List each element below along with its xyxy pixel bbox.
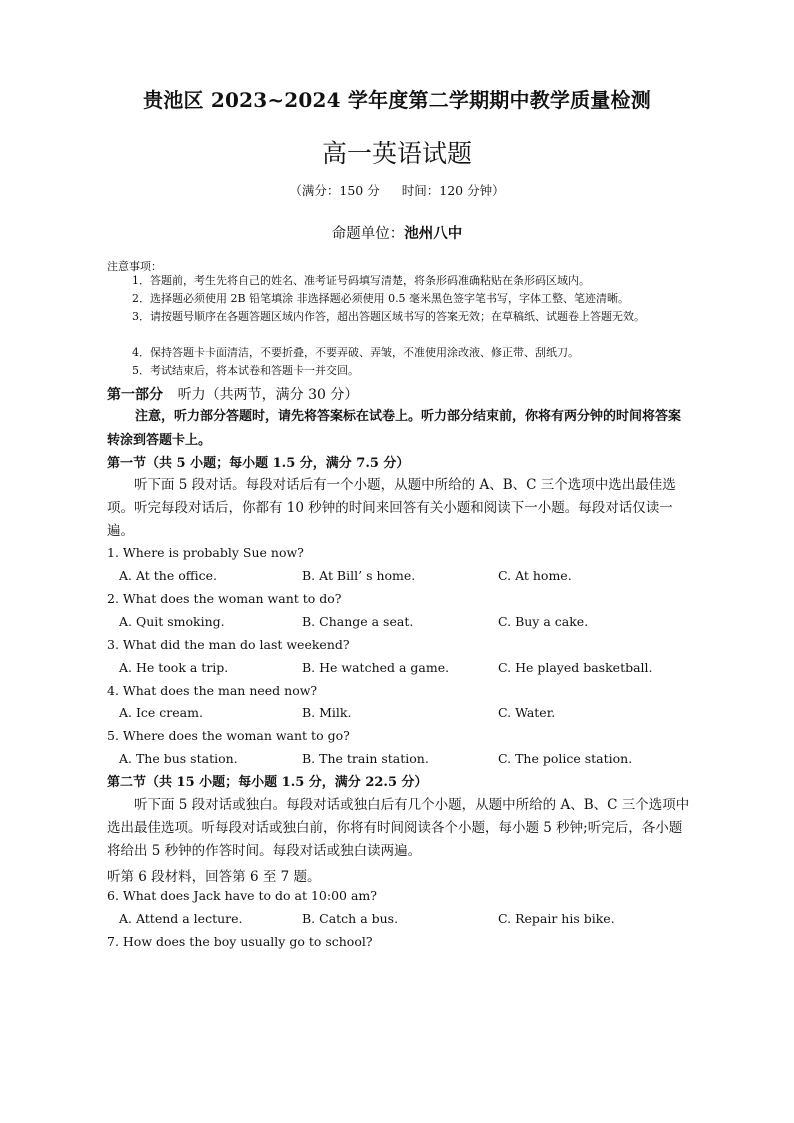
exam-subtitle: 高一英语试题 [321, 139, 472, 168]
section2-instructions: 听下面 5 段对话或独白。每段对话或独白后有几个小题，从题中所给的 A、B、C 三个选项中选出最佳选项。听每段对话或独白前，你将有时间阅读各个小题，每小题 5 秒钟;听完后，各小题将给出 5 秒钟的作答时间。每段对话或独白读两遍。 [107, 797, 690, 859]
option-b: B. Change a seat. [302, 614, 414, 629]
option-a: A. The bus station. [119, 751, 238, 766]
question-stem: 3. What did the man do last weekend? [107, 637, 350, 652]
option-c: C. Water. [498, 705, 556, 720]
question-stem: 7. How does the boy usually go to school? [107, 934, 373, 949]
section2-heading: 第二节（共 15 小题；每小题 1.5 分，满分 22.5 分） [107, 775, 428, 790]
unit-label: 命题单位： [331, 226, 405, 242]
notice-text: 5．考试结束后，将本试卷和答题卡一并交回。 [132, 364, 359, 377]
option-c: C. At home. [498, 568, 572, 583]
option-c: C. Repair his bike. [498, 911, 615, 926]
notice-item [107, 308, 690, 326]
option-a: A. He took a trip. [119, 660, 229, 675]
section1-instructions: 听下面 5 段对话。每段对话后有一个小题，从题中所给的 A、B、C 三个选项中选出最佳选项。听完每段对话后，你都有 10 秒钟的时间来回答有关小题和阅读下一小题。每段对话仅读一遍。 [107, 477, 676, 539]
part-label: 第一部分 [107, 387, 163, 403]
notice-heading: 注意事项： [107, 260, 162, 273]
option-a: A. At the office. [119, 568, 217, 583]
notice-item [107, 290, 690, 308]
notice-text: 4．保持答题卡卡面清洁，不要折叠，不要弄破、弄皱，不准使用涂改液、修正带、刮纸刀。 [132, 346, 579, 359]
notice-item [107, 362, 690, 380]
score-time-line [0, 181, 794, 199]
option-a: A. Ice cream. [119, 705, 203, 720]
section1-heading: 第一节（共 5 小题；每小题 1.5 分，满分 7.5 分） [107, 456, 410, 471]
listening-attention: 注意，听力部分答题时，请先将答案标在试卷上。听力部分结束前，你将有两分钟的时间将答案转涂到答题卡上。 [107, 409, 682, 448]
option-b: B. The train station. [302, 751, 429, 766]
notice-text: 3．请按题号顺序在各题答题区域内作答，超出答题区域书写的答案无效；在草稿纸、试题卷上答题无效。 [132, 310, 645, 323]
question-stem: 4. What does the man need now? [107, 683, 318, 698]
part-heading [107, 384, 690, 404]
question-stem: 1. Where is probably Sue now? [107, 545, 304, 560]
notice-item [107, 344, 690, 362]
option-b: B. At Bill’ s home. [302, 568, 416, 583]
option-a: A. Attend a lecture. [119, 911, 243, 926]
option-c: C. He played basketball. [498, 660, 653, 675]
notice-item [107, 272, 690, 290]
part-title: 听力（共两节，满分 30 分） [177, 387, 359, 403]
notice-text: 2．选择题必须使用 2B 铅笔填涂 非选择题必须使用 0.5 毫米黑色签字笔书写，字体工整、笔迹清晰。 [132, 292, 630, 305]
option-c: C. Buy a cake. [498, 614, 589, 629]
question-stem: 5. Where does the woman want to go? [107, 728, 350, 743]
exam-title: 贵池区 2023~2024 学年度第二学期期中教学质量检测 [143, 88, 651, 112]
option-b: B. Milk. [302, 705, 352, 720]
full-score: （满分：150 分 [289, 183, 380, 198]
unit-name: 池州八中 [404, 225, 463, 242]
notice-text: 1．答题前，考生先将自己的姓名、准考证号码填写清楚，将条形码准确粘贴在条形码区域内。 [132, 274, 590, 287]
question-stem: 2. What does the woman want to do? [107, 591, 342, 606]
exam-time: 时间：120 分钟） [401, 183, 505, 198]
option-b: B. He watched a game. [302, 660, 450, 675]
question-stem: 6. What does Jack have to do at 10:00 am? [107, 888, 377, 903]
material-note: 听第 6 段材料，回答第 6 至 7 题。 [107, 869, 321, 885]
option-a: A. Quit smoking. [119, 614, 225, 629]
option-b: B. Catch a bus. [302, 911, 399, 926]
author-unit [0, 222, 794, 243]
option-c: C. The police station. [498, 751, 633, 766]
